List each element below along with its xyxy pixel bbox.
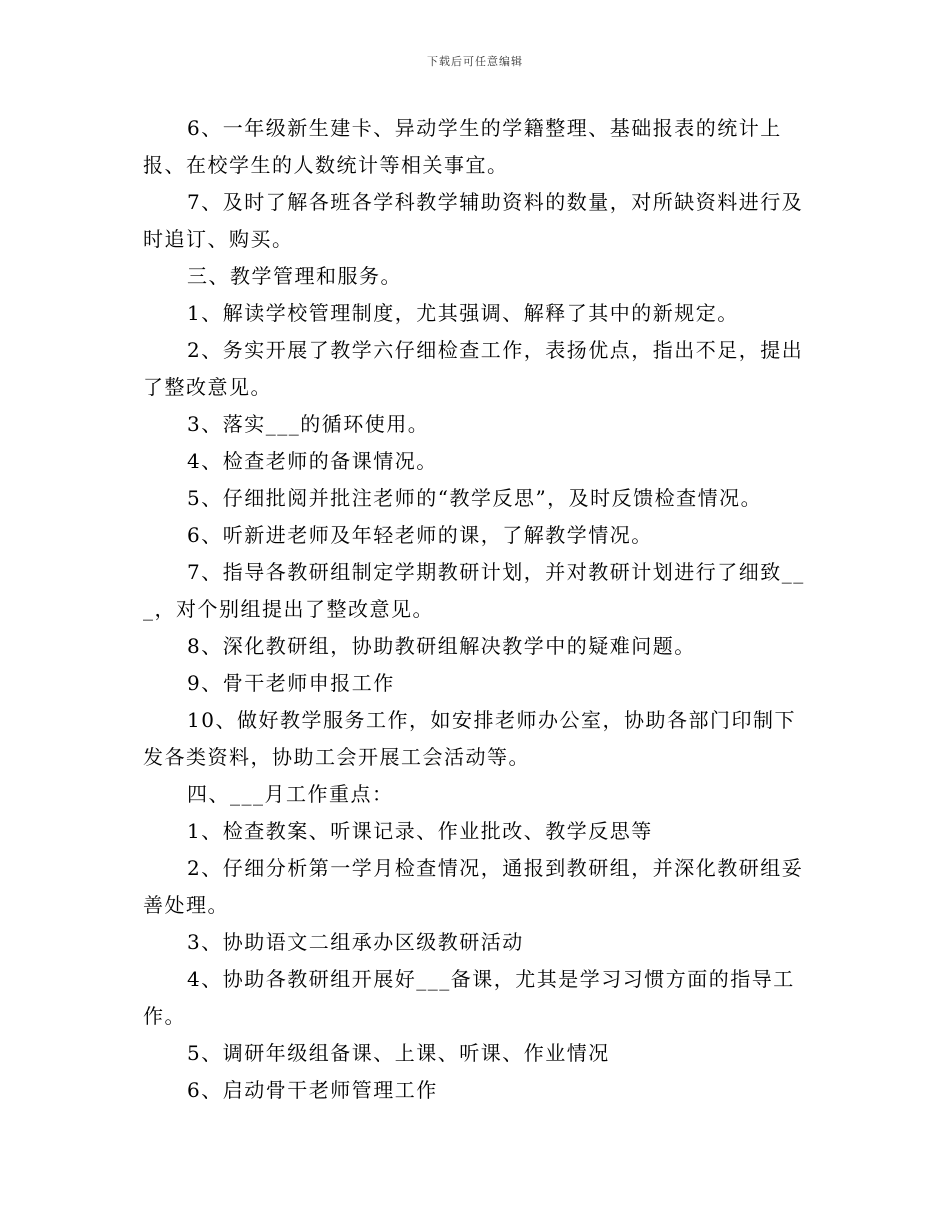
paragraph: 7、指导各教研组制定学期教研计划，并对教研计划进行了细致___，对个别组提出了整改意见。 <box>143 560 805 621</box>
paragraph: 2、仔细分析第一学月检查情况，通报到教研组，并深化教研组妥善处理。 <box>143 856 804 917</box>
paragraph: 4、检查老师的备课情况。 <box>187 449 438 473</box>
paragraph: 4、协助各教研组开展好___备课，尤其是学习习惯方面的指导工作。 <box>143 967 795 1028</box>
paragraph: 6、听新进老师及年轻老师的课，了解教学情况。 <box>187 523 653 547</box>
page-header: 下载后可任意编辑 <box>427 55 523 68</box>
document-body <box>143 110 813 1109</box>
paragraph: 3、落实___的循环使用。 <box>187 412 430 436</box>
paragraph: 5、调研年级组备课、上课、听课、作业情况 <box>187 1041 610 1065</box>
paragraph: 2、务实开展了教学六仔细检查工作，表扬优点，指出不足，提出了整改意见。 <box>143 338 804 399</box>
paragraph: 1、检查教案、听课记录、作业批改、教学反思等 <box>187 819 653 843</box>
paragraph: 10、做好教学服务工作，如安排老师办公室，协助各部门印制下发各类资料，协助工会开展工会活动等。 <box>143 708 796 769</box>
paragraph: 9、骨干老师申报工作 <box>187 671 395 695</box>
paragraph: 6、一年级新生建卡、异动学生的学籍整理、基础报表的统计上报、在校学生的人数统计等相关事宜。 <box>143 116 782 177</box>
paragraph: 1、解读学校管理制度，尤其强调、解释了其中的新规定。 <box>187 301 739 325</box>
paragraph: 6、启动骨干老师管理工作 <box>187 1078 438 1102</box>
paragraph: 5、仔细批阅并批注老师的“教学反思”，及时反馈检查情况。 <box>187 486 763 510</box>
paragraph: 3、协助语文二组承办区级教研活动 <box>187 930 524 954</box>
section-heading: 三、教学管理和服务。 <box>187 264 402 288</box>
paragraph: 7、及时了解各班各学科教学辅助资料的数量，对所缺资料进行及时追订、购买。 <box>143 190 804 251</box>
section-heading: 四、___月工作重点： <box>187 782 394 806</box>
paragraph: 8、深化教研组，协助教研组解决教学中的疑难问题。 <box>187 634 696 658</box>
